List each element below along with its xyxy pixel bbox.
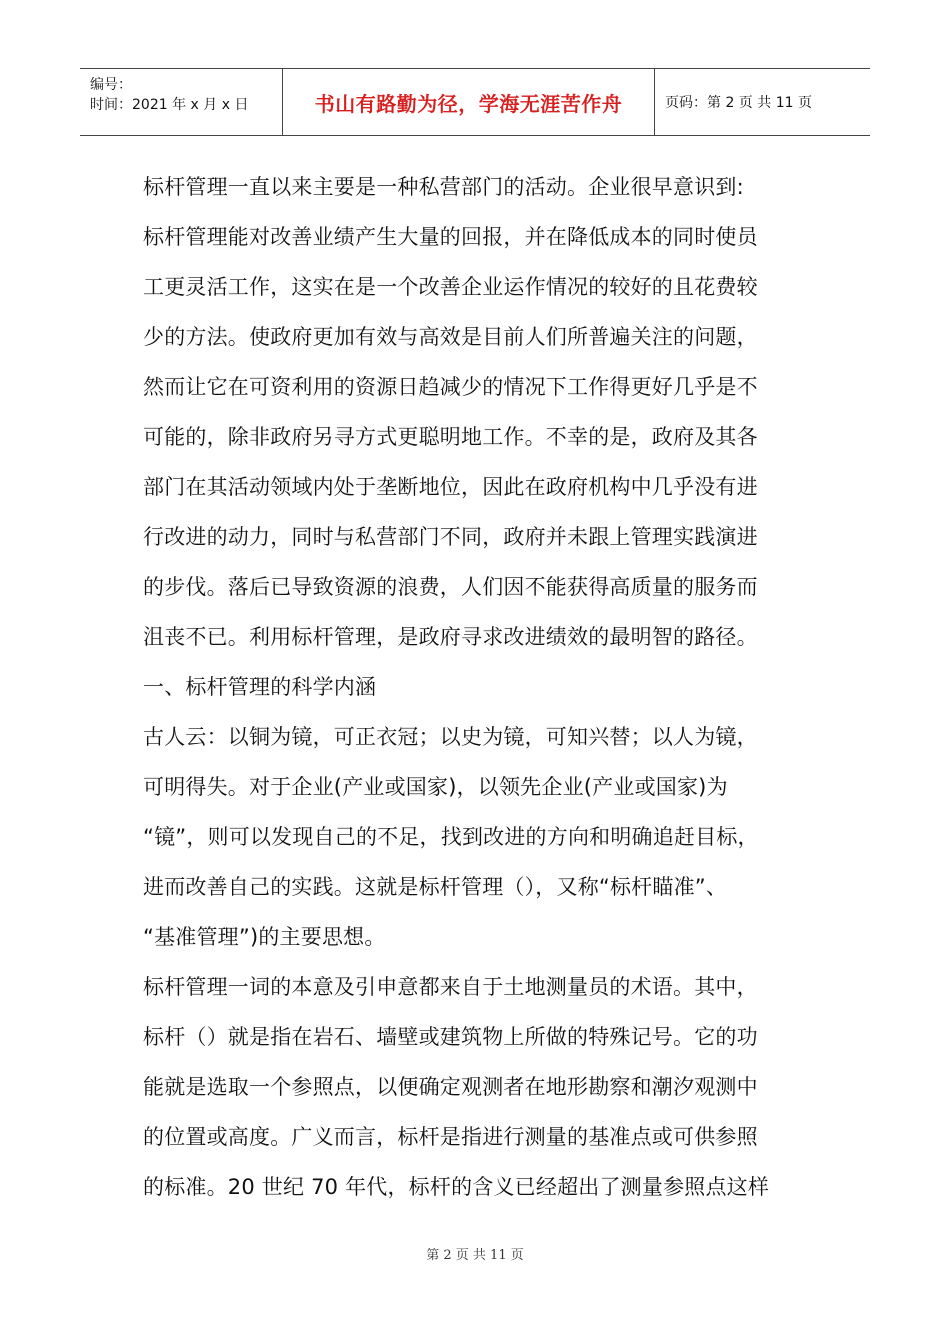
header-page-info-cell [655, 69, 870, 135]
header-motto: 书山有路勤为径，学海无涯苦作舟 [314, 91, 623, 116]
body-line: 的标准。20 世纪 70 年代，标杆的含义已经超出了测量参照点这样 [143, 1175, 770, 1199]
body-line: 行改进的动力，同时与私营部门不同，政府并未跟上管理实践演进 [143, 525, 758, 549]
body-line: 标杆管理能对改善业绩产生大量的回报，并在降低成本的同时使员 [143, 225, 758, 249]
body-line: “镜”，则可以发现自己的不足，找到改进的方向和明确追赶目标， [143, 825, 759, 849]
section-heading: 一、标杆管理的科学内涵 [143, 675, 377, 699]
body-line: 然而让它在可资利用的资源日趋减少的情况下工作得更好几乎是不 [143, 375, 758, 399]
header-motto-cell [283, 69, 655, 135]
body-line: 少的方法。使政府更加有效与高效是目前人们所普遍关注的问题， [143, 325, 758, 349]
body-line: 部门在其活动领域内处于垄断地位，因此在政府机构中几乎没有进 [143, 475, 758, 499]
body-line: “基准管理”)的主要思想。 [143, 925, 386, 949]
body-line: 标杆（）就是指在岩石、墙壁或建筑物上所做的特殊记号。它的功 [143, 1025, 758, 1049]
header-meta [80, 69, 283, 135]
page-footer: 第 2 页 共 11 页 [426, 1248, 524, 1263]
document-body [143, 162, 813, 1212]
body-line: 沮丧不已。利用标杆管理，是政府寻求改进绩效的最明智的路径。 [143, 625, 758, 649]
body-line: 的位置或高度。广义而言，标杆是指进行测量的基准点或可供参照 [143, 1125, 758, 1149]
body-line: 古人云：以铜为镜，可正衣冠；以史为镜，可知兴替；以人为镜， [143, 725, 758, 749]
body-line: 可明得失。对于企业(产业或国家)，以领先企业(产业或国家)为 [143, 775, 728, 799]
header-page-info: 页码：第 2 页 共 11 页 [665, 95, 812, 111]
body-line: 标杆管理一直以来主要是一种私营部门的活动。企业很早意识到: [143, 175, 744, 199]
body-line: 工更灵活工作，这实在是一个改善企业运作情况的较好的且花费较 [143, 275, 758, 299]
document-number: 编号： [90, 77, 132, 93]
body-line: 标杆管理一词的本意及引申意都来自于土地测量员的术语。其中， [143, 975, 758, 999]
body-line: 能就是选取一个参照点，以便确定观测者在地形勘察和潮汐观测中 [143, 1075, 758, 1099]
document-header [80, 68, 870, 136]
document-date: 时间：2021 年 x 月 x 日 [90, 97, 249, 113]
body-line: 进而改善自己的实践。这就是标杆管理（），又称“标杆瞄准”、 [143, 875, 728, 899]
body-line: 的步伐。落后已导致资源的浪费，人们因不能获得高质量的服务而 [143, 575, 758, 599]
body-line: 可能的，除非政府另寻方式更聪明地工作。不幸的是，政府及其各 [143, 425, 758, 449]
